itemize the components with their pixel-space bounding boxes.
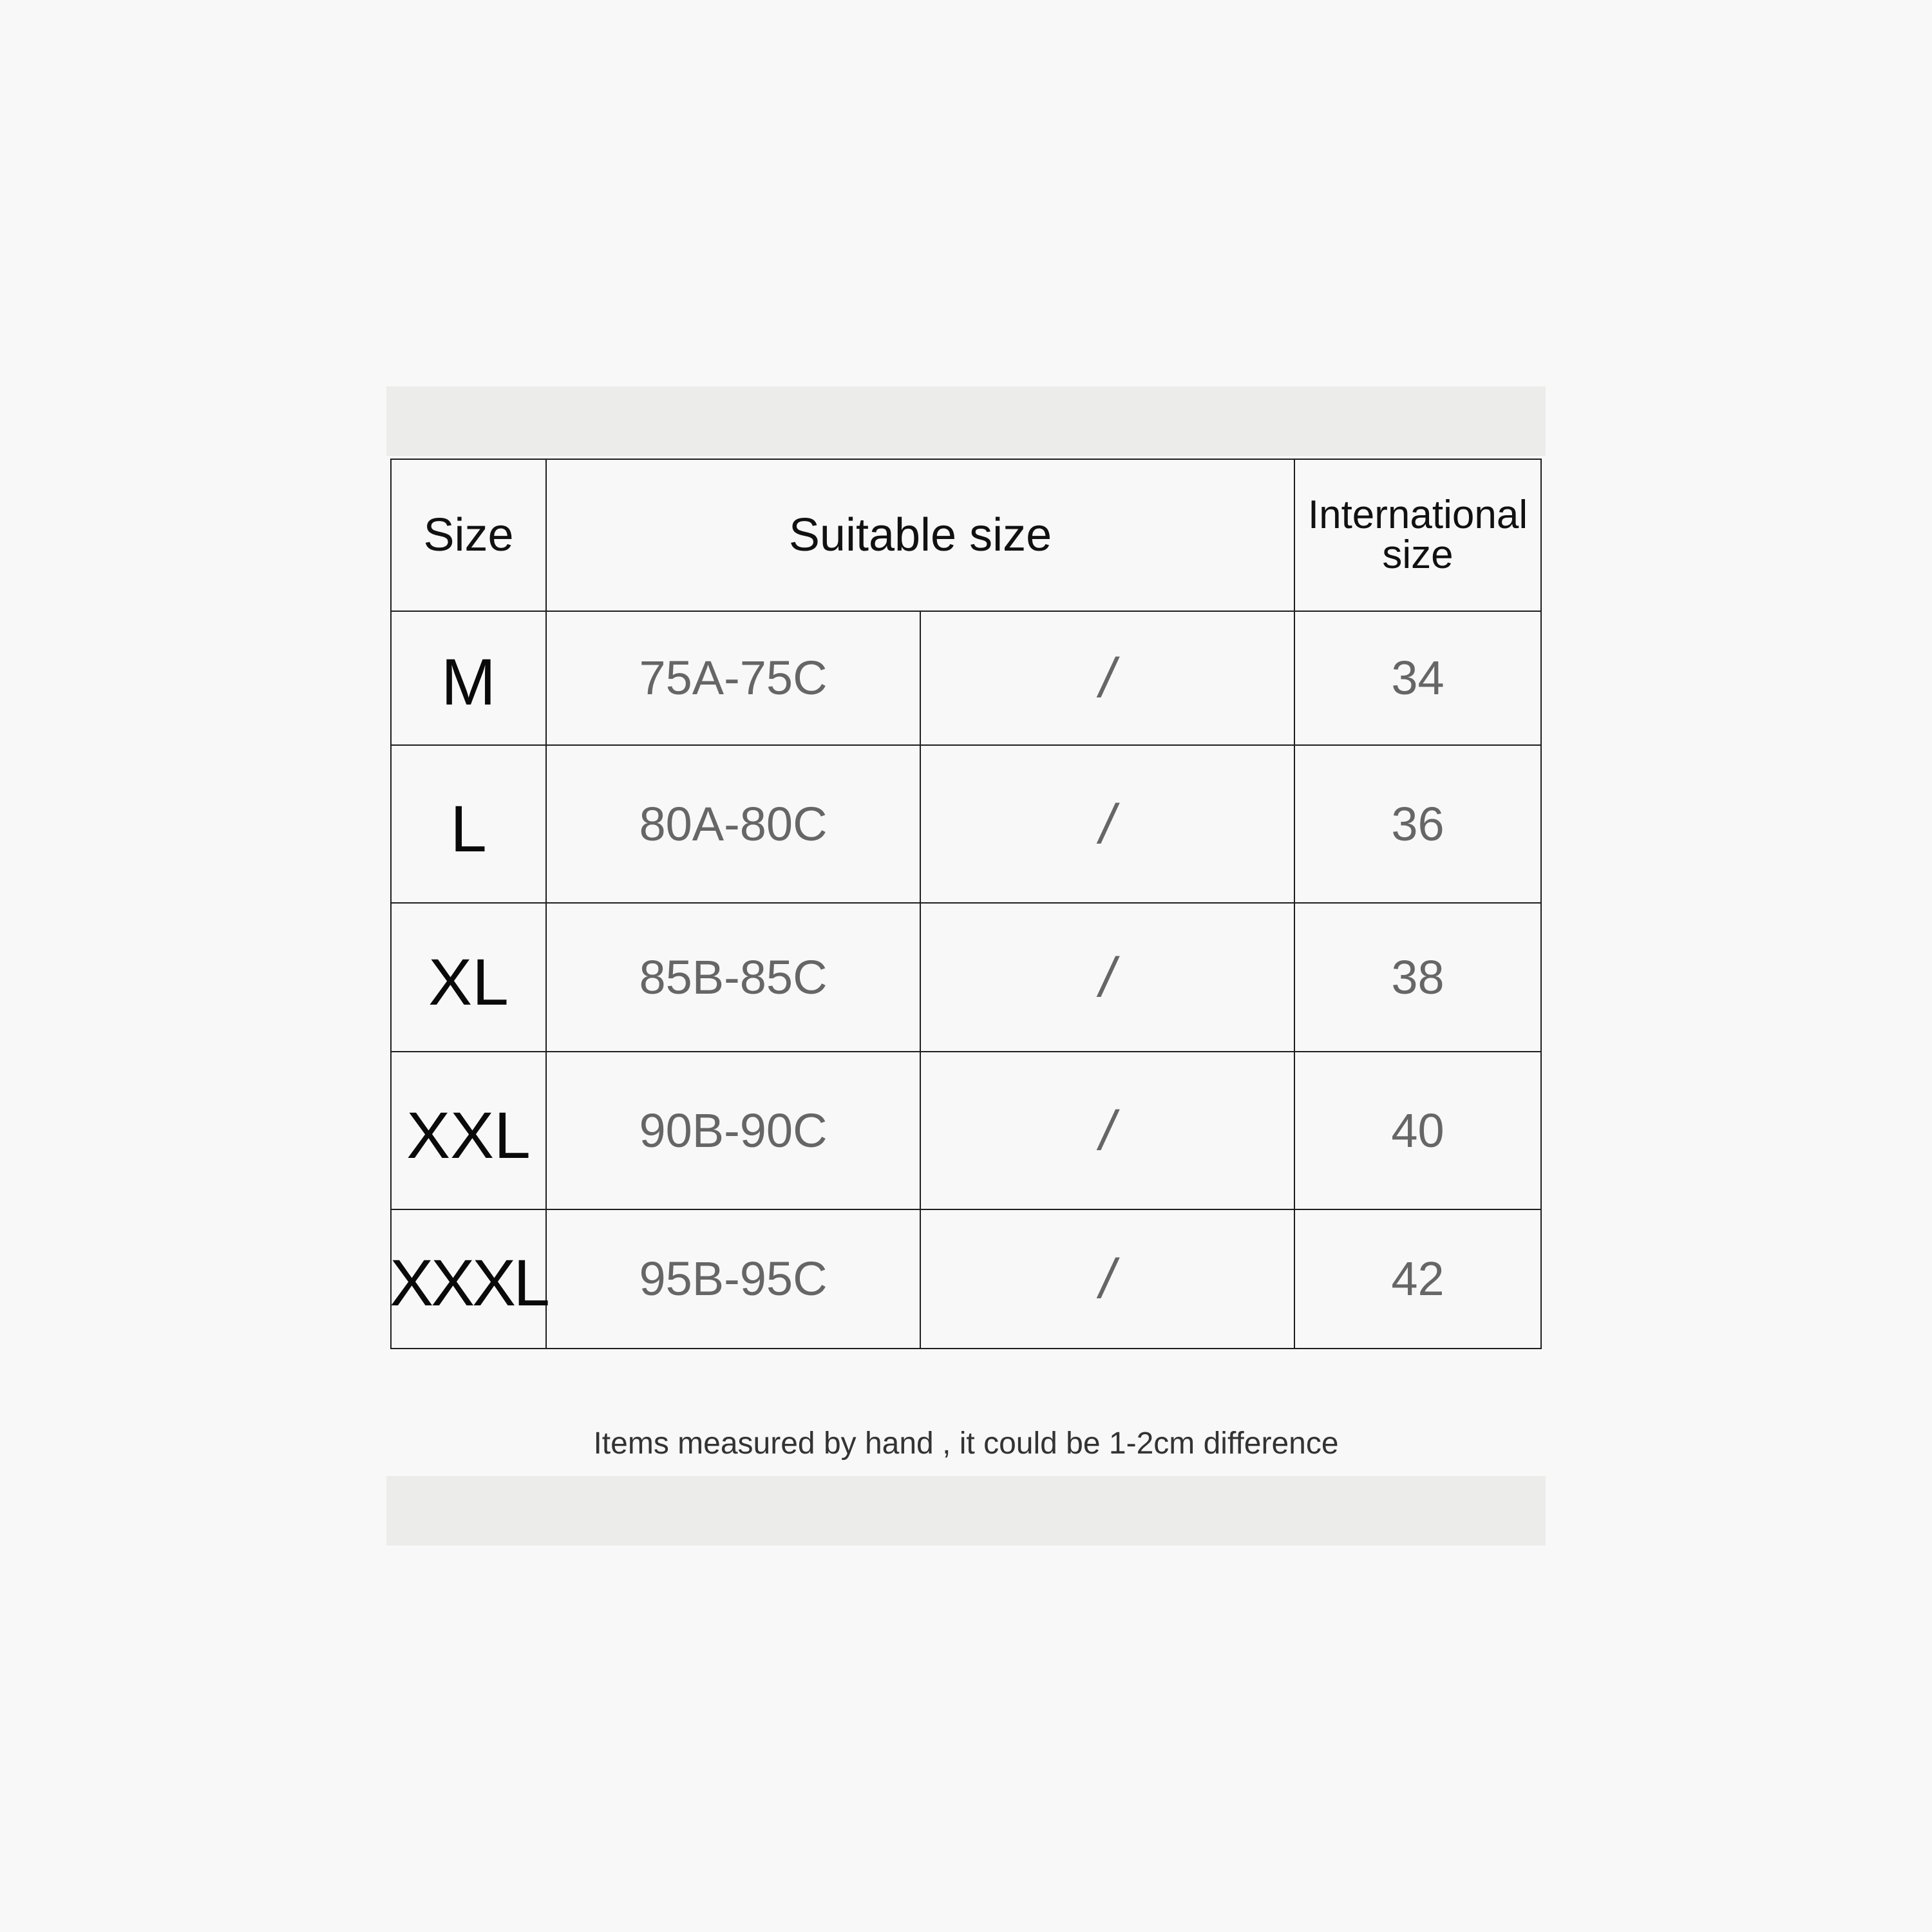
row-xxl-alt (921, 1052, 1294, 1209)
size-label: XXL (406, 1098, 531, 1172)
header-size (392, 460, 545, 611)
measurement-note: Items measured by hand , it could be 1-2cm difference (593, 1426, 1339, 1461)
row-xl-international (1295, 904, 1540, 1051)
alt-value: / (1099, 793, 1115, 855)
suitable-value: 95B-95C (639, 1252, 828, 1305)
row-xxxl-alt (921, 1210, 1294, 1348)
row-xxxl-international (1295, 1210, 1540, 1348)
row-xl-alt (921, 904, 1294, 1051)
suitable-value: 90B-90C (639, 1103, 828, 1157)
header-international-line2: size (1382, 533, 1454, 577)
alt-value: / (1099, 1099, 1115, 1162)
international-value: 34 (1391, 651, 1444, 705)
row-m-size (392, 612, 545, 744)
row-l-international (1295, 746, 1540, 902)
international-value: 36 (1391, 797, 1444, 851)
row-xxl-suitable (547, 1052, 920, 1209)
size-label: XL (428, 945, 509, 1019)
alt-value: / (1099, 647, 1115, 709)
size-chart-table (390, 459, 1542, 1349)
row-l-size (392, 746, 545, 902)
row-xxxl-size (392, 1210, 545, 1348)
alt-value: / (1099, 946, 1115, 1009)
header-international-size (1295, 460, 1540, 611)
row-m-suitable (547, 612, 920, 744)
row-xxl-size (392, 1052, 545, 1209)
row-xxl-international (1295, 1052, 1540, 1209)
row-xxxl-suitable (547, 1210, 920, 1348)
size-label: L (450, 791, 487, 866)
header-international-line1: International (1307, 493, 1528, 537)
row-xl-size (392, 904, 545, 1051)
row-l-suitable (547, 746, 920, 902)
bottom-band (386, 1476, 1546, 1546)
international-value: 42 (1391, 1252, 1444, 1305)
suitable-value: 80A-80C (639, 797, 828, 851)
row-xl-suitable (547, 904, 920, 1051)
international-value: 40 (1391, 1103, 1444, 1157)
alt-value: / (1099, 1248, 1115, 1310)
size-label: M (441, 645, 496, 719)
row-l-alt (921, 746, 1294, 902)
suitable-value: 85B-85C (639, 950, 828, 1004)
header-size-label: Size (423, 509, 514, 561)
size-label: XXXL (390, 1246, 547, 1320)
international-value: 38 (1391, 950, 1444, 1004)
header-suitable-label: Suitable size (788, 509, 1052, 561)
row-m-international (1295, 612, 1540, 744)
header-suitable-size (547, 460, 1294, 611)
top-band (386, 386, 1546, 456)
row-m-alt (921, 612, 1294, 744)
suitable-value: 75A-75C (639, 651, 828, 705)
